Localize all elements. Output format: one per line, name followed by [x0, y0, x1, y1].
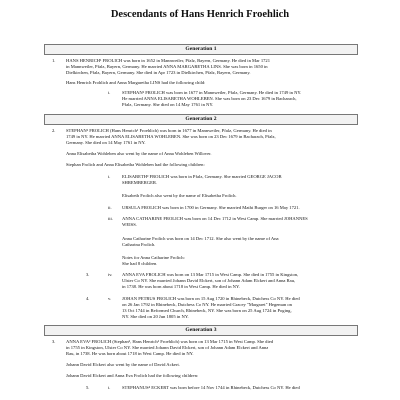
- child-note-line: Catharina Frolich.: [122, 242, 156, 247]
- child-line: STEPHAN² FROLICH was born in 1677 in Mannweiler, Pfalz, Germany. He died in 1749 in NY.: [122, 90, 302, 95]
- child-note-line: Elisabeth Frolich also went by the name of Elisabetha Frolich.: [122, 193, 237, 198]
- child-descendant-number: 5.: [86, 385, 90, 390]
- child-line: STEPHANUS⁴ ECKERT was born before 14 Nov 1744 in Rhinebeck, Dutchess Co NY. He died: [122, 385, 300, 390]
- child-numeral: i.: [108, 385, 111, 390]
- child-line: WEISS.: [122, 222, 137, 227]
- child-numeral: v.: [108, 296, 112, 301]
- child-line: URSULA FROLICH was born in 1700 in Germany. She married Mathi Burger on 16 May 1721.: [122, 205, 300, 210]
- entry-line: in 1755 in Kingston, Ulster Co NY. She married Johann David Elckert, son of Johann Adam Elckert and Anna: [66, 345, 269, 350]
- entry-number: 2.: [52, 128, 56, 133]
- child-line: ANNA CATHARINE FROLICH was born on 14 Dec 1712 in West Camp. She married JOHANNES: [122, 216, 308, 221]
- child-line: SHREMBERGER.: [122, 180, 158, 185]
- generation-header-1: Generation 1: [44, 44, 358, 55]
- child-numeral: ii.: [108, 205, 112, 210]
- entry-line: STEPHAN² FROLICH (Hans Henrich¹ Froehlich) was born in 1677 in Mannweiler, Pfalz, Germany. He died in: [66, 128, 272, 133]
- child-line: ELISABETH³ FROLICH was born in Pfalz, Germany. She married GEORGE JACOB: [122, 174, 282, 179]
- entry-line: Germany. She died on 14 May 1761 in NY.: [66, 140, 146, 145]
- child-line: NY. She died on 20 Jun 1805 in NY.: [122, 314, 189, 319]
- child-line: He married ANNA ELISABETHA WOHLEBEN. She was born on 23 Dec 1679 in Bacharach,: [122, 96, 297, 101]
- child-line: Pfalz, Germany. She died on 14 May 1761 in NY.: [122, 102, 214, 107]
- child-line: JOHAN PETRUS FROLICH was born on 15 Aug 1720 in Rhinebeck, Dutchess Co NY. He died: [122, 296, 300, 301]
- child-numeral: i.: [108, 174, 111, 179]
- child-numeral: iv.: [108, 272, 113, 277]
- entry-line: Rau, in 1738. He was born about 1718 in West Camp. He died in NY.: [66, 351, 194, 356]
- child-descendant-number: 3.: [86, 272, 90, 277]
- child-line: on 26 Jan 1792 in Rhinebeck, Dutchess Co NY. He married Gracey "Margaret" Hegeman on: [122, 302, 292, 307]
- entry-line: Dielkirchen, Pfalz, Bayern, Germany. She died in Apr 1723 in Dielkirchen, Pfalz, Bayern, Germany.: [66, 70, 251, 75]
- note-line: Johann David Elckert also went by the name of David Ackert.: [66, 362, 180, 367]
- note-line: Anna Elisabetha Wohleben also went by the name of Anna Wohleben Willover.: [66, 151, 212, 156]
- child-line: 13 Oct 1744 in Reformed Church, Rhinebeck, NY. She was born on 25 Aug 1724 in Poging,: [122, 308, 292, 313]
- note-line: Stephan Frolich and Anna Elisabetha Wohleben had the following children:: [66, 162, 205, 167]
- child-note-line: She had 8 children.: [122, 261, 158, 266]
- child-numeral: iii.: [108, 216, 113, 221]
- children-intro: Hans Henrich Frohlich and Anna Margaretha LINS had the following child:: [66, 80, 206, 85]
- child-line: ANNA EVA FROLICH was born on 13 Mar 1715 in West Camp. She died in 1755 in Kingston,: [122, 272, 299, 277]
- child-descendant-number: 4.: [86, 296, 90, 301]
- child-note-line: Notes for Anna Catharine Frolich:: [122, 255, 185, 260]
- child-note-line: Anna Catharine Frolich was born on 14 Dec 1712. She also went by the name of Ana: [122, 236, 279, 241]
- generation-header-3: Generation 3: [44, 325, 358, 336]
- child-numeral: i.: [108, 90, 111, 95]
- note-line: Johann David Elckert and Anna Eva Frolich had the following children:: [66, 373, 199, 378]
- entry-line: in Mannweiler, Pfalz, Bayern, Germany. He married ANNA MARGARETHA LINS. She was born in 1650 in: [66, 64, 268, 69]
- page-title: Descendants of Hans Henrich Froehlich: [110, 9, 290, 20]
- entry-line: 1749 in NY. He married ANNA ELISABETHA WOHLEBEN. She was born on 23 Dec 1679 in Bacharach, Pfalz,: [66, 134, 276, 139]
- entry-number: 1.: [52, 58, 56, 63]
- entry-line: ANNA EVA³ FROLICH (Stephan², Hans Henrich¹ Froehlich) was born on 13 Mar 1715 in West Camp. She died: [66, 339, 274, 344]
- entry-line: HANS HENRICH¹ FROLICH was born in 1652 in Mannweiler, Pfalz, Bayern, Germany. He died in Mar 1721: [66, 58, 271, 63]
- child-line: in 1738. He was born about 1718 in West Camp. He died in NY.: [122, 284, 240, 289]
- entry-number: 3.: [52, 339, 56, 344]
- child-line: Ulster Co NY. She married Johann David Elckert, son of Johann Adam Elckert and Anna Rau,: [122, 278, 296, 283]
- generation-header-2: Generation 2: [44, 114, 358, 125]
